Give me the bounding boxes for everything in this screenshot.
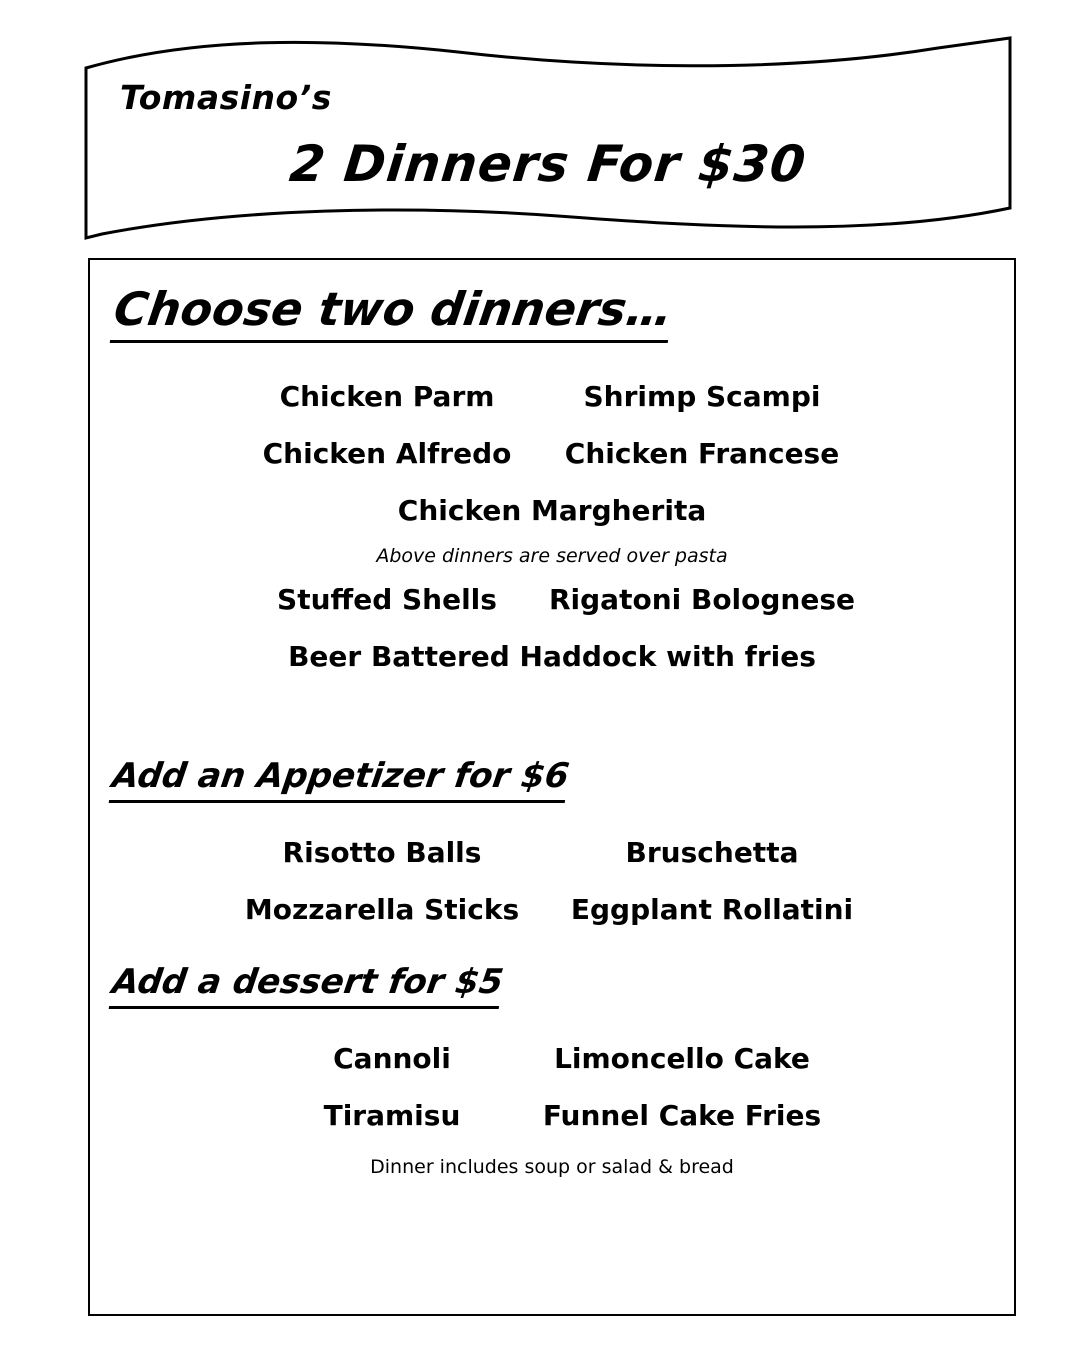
banner-ribbon	[78, 30, 1018, 245]
menu-item: Shrimp Scampi	[583, 380, 821, 413]
menu-row	[90, 494, 1014, 527]
menu-item: Funnel Cake Fries	[542, 1099, 822, 1132]
menu-body	[88, 258, 1016, 1316]
menu-item: Eggplant Rollatini	[570, 893, 854, 926]
menu-row	[90, 1099, 1014, 1132]
menu-item: Chicken Francese	[564, 437, 840, 470]
dinners-list	[90, 380, 1014, 697]
section-heading-appetizer	[109, 756, 572, 803]
menu-item: Stuffed Shells	[277, 583, 497, 616]
menu-item: Chicken Parm	[279, 380, 495, 413]
menu-row	[90, 1042, 1014, 1075]
restaurant-name: Tomasino’s	[120, 78, 332, 117]
menu-row	[90, 640, 1014, 673]
pasta-note: Above dinners are served over pasta	[376, 545, 728, 567]
section-heading-dinners-text: Choose two dinners…	[110, 282, 676, 343]
menu-row	[90, 380, 1014, 413]
menu-item: Cannoli	[333, 1042, 451, 1075]
section-heading-dessert-text: Add a dessert for $5	[109, 962, 506, 1009]
section-heading-appetizer-text: Add an Appetizer for $6	[109, 756, 572, 803]
menu-item: Chicken Alfredo	[262, 437, 512, 470]
menu-row	[90, 836, 1014, 869]
section-heading-dinners	[110, 282, 676, 343]
menu-row	[90, 437, 1014, 470]
banner-text-group	[78, 30, 1018, 245]
menu-item: Mozzarella Sticks	[244, 893, 520, 926]
dinner-includes-note: Dinner includes soup or salad & bread	[370, 1156, 734, 1178]
appetizer-list	[90, 836, 1014, 950]
menu-item: Beer Battered Haddock with fries	[288, 640, 816, 673]
menu-row	[90, 893, 1014, 926]
promo-headline: 2 Dinners For $30	[287, 135, 809, 193]
dessert-list	[90, 1042, 1014, 1178]
menu-item: Chicken Margherita	[397, 494, 707, 527]
menu-item: Tiramisu	[323, 1099, 461, 1132]
menu-item: Risotto Balls	[282, 836, 482, 869]
menu-item: Limoncello Cake	[554, 1042, 810, 1075]
menu-row	[90, 583, 1014, 616]
menu-item: Rigatoni Bolognese	[548, 583, 856, 616]
menu-item: Bruschetta	[625, 836, 799, 869]
section-heading-dessert	[109, 962, 506, 1009]
